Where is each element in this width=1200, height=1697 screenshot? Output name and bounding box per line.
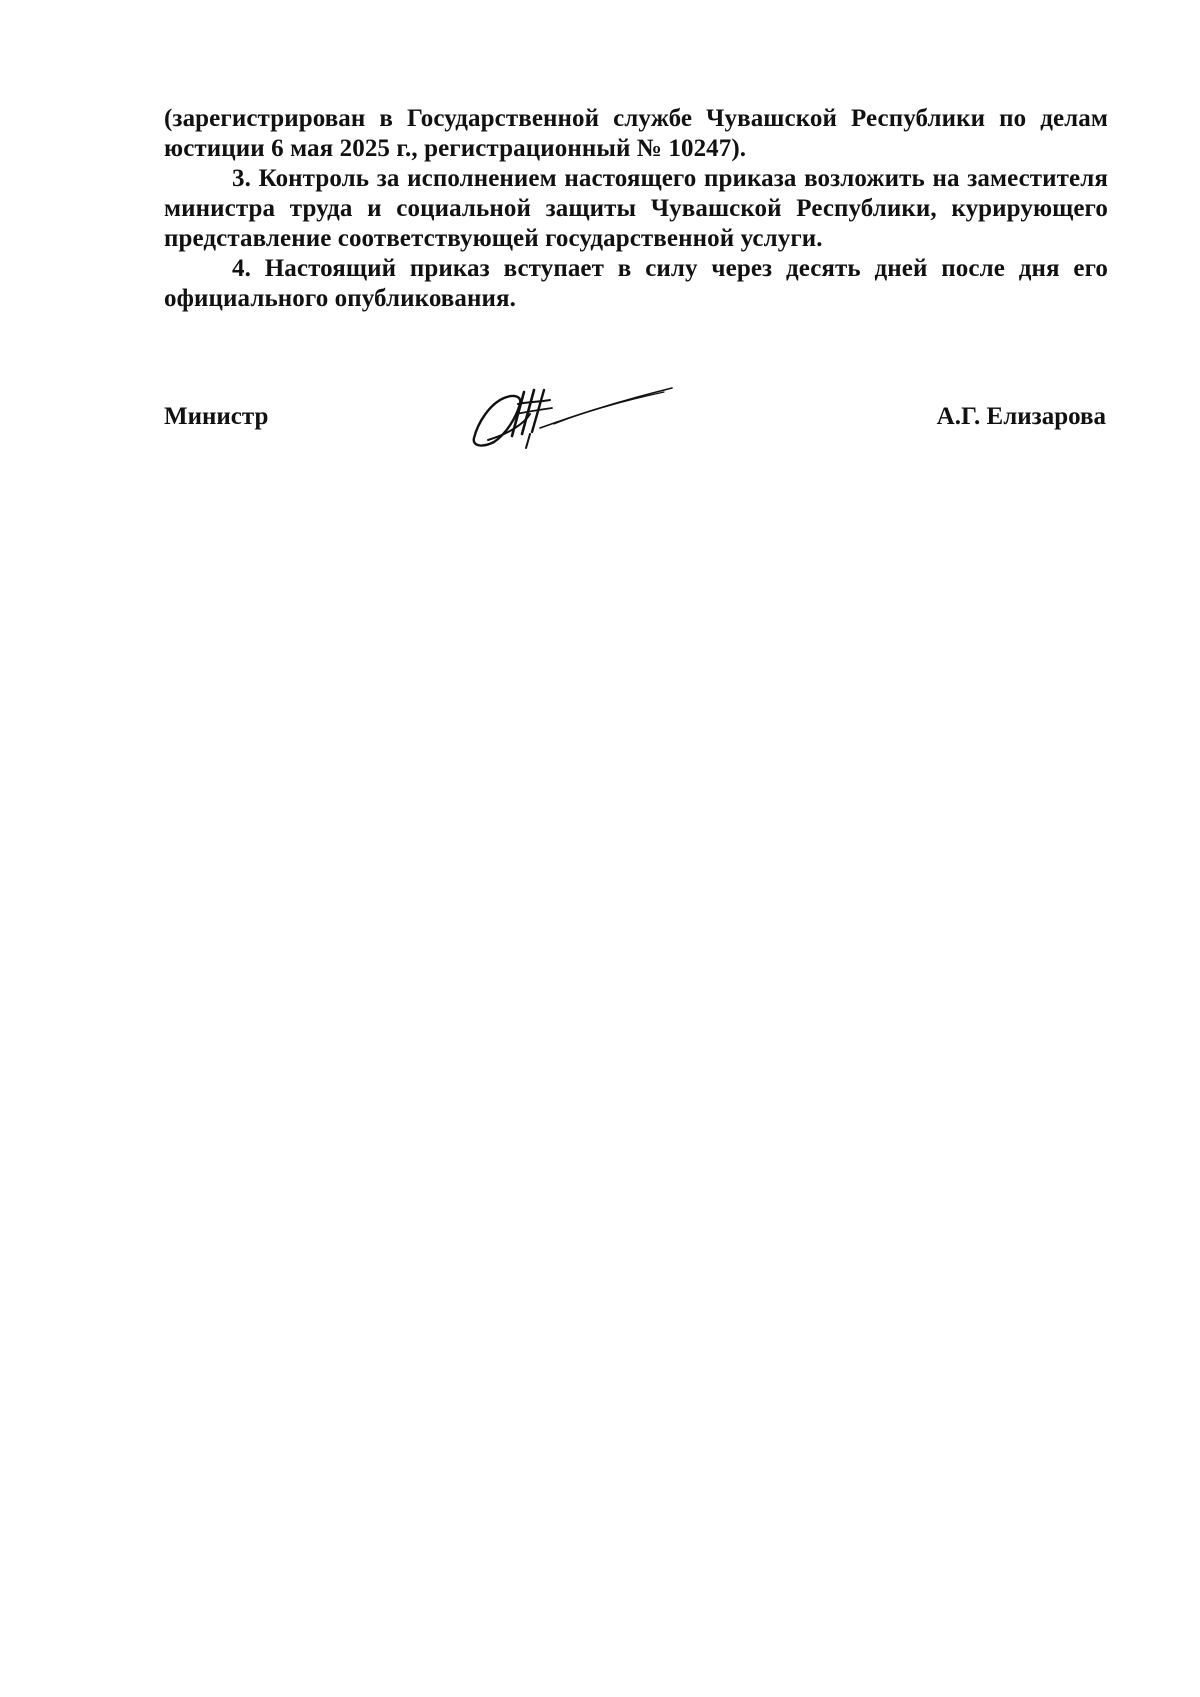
paragraph-control: 3. Контроль за исполнением настоящего приказа возложить на заместителя министра труда и социальной защиты Чувашской Республики, курирующего представление соответствующей государственной услуги. xyxy=(164,165,1108,252)
paragraph-effective-date: 4. Настоящий приказ вступает в силу через десять дней после дня его официального опубликования. xyxy=(164,255,1108,312)
document-body xyxy=(164,104,1108,314)
paragraph-registration: (зарегистрирован в Государственной службе Чувашской Республики по делам юстиции 6 мая 2025 г., регистрационный № 10247). xyxy=(164,105,1108,162)
signatory-name: А.Г. Елизарова xyxy=(936,403,1106,430)
signatory-title: Министр xyxy=(164,403,269,430)
handwritten-signature xyxy=(468,384,678,456)
